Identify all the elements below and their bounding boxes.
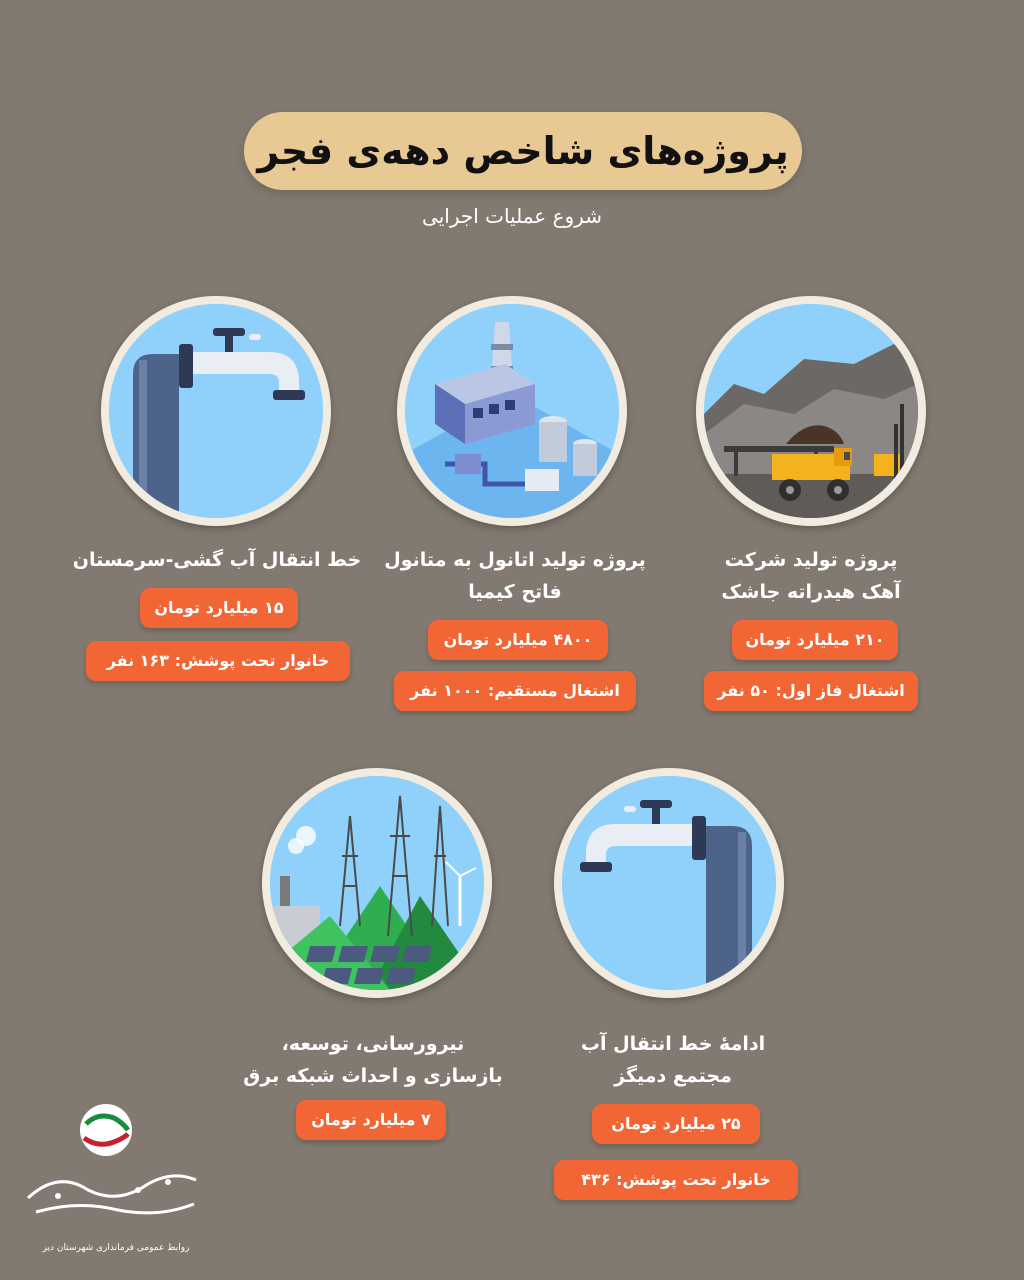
project-water-demigz-title <box>560 1028 786 1092</box>
mining-truck-icon <box>704 304 918 518</box>
project-power-grid-title-line1: نیرورسانی، توسعه، <box>281 1033 465 1055</box>
project-water-gashi-households-badge: خانوار تحت پوشش: ۱۶۳ نفر <box>86 641 350 681</box>
project-water-gashi-title: خط انتقال آب گشی-سرمستان <box>72 549 362 571</box>
project-power-grid-image <box>262 768 492 998</box>
footer-logo-area <box>18 1100 218 1260</box>
project-water-demigz-title-line1: ادامهٔ خط انتقال آب <box>580 1033 766 1055</box>
project-ethanol-image <box>397 296 627 526</box>
government-logo <box>18 1100 218 1250</box>
project-water-demigz-households-badge: خانوار تحت پوشش: ۴۳۶ <box>554 1160 798 1200</box>
footer-caption: روابط عمومی فرمانداری شهرستان دیر <box>42 1243 190 1253</box>
project-lime-budget-badge: ۲۱۰ میلیارد تومان <box>732 620 898 660</box>
project-power-grid-title-line2: بازسازی و احداث شبکه برق <box>243 1065 503 1087</box>
project-ethanol-jobs-badge: اشتغال مستقیم: ۱۰۰۰ نفر <box>394 671 636 711</box>
water-faucet-icon <box>562 776 776 990</box>
project-ethanol-title <box>380 544 650 608</box>
project-lime-title <box>706 544 916 608</box>
project-water-gashi-image <box>101 296 331 526</box>
project-water-gashi-budget-badge: ۱۵ میلیارد تومان <box>140 588 298 628</box>
project-water-demigz-image <box>554 768 784 998</box>
project-water-demigz-budget-badge: ۲۵ میلیارد تومان <box>592 1104 760 1144</box>
factory-icon <box>405 304 619 518</box>
project-ethanol-title-line1: پروژه تولید اتانول به متانول <box>384 549 646 571</box>
project-ethanol-title-line2: فاتح کیمیا <box>468 581 562 603</box>
project-power-grid-budget-badge: ۷ میلیارد تومان <box>296 1100 446 1140</box>
project-lime-title-line1: پروژه تولید شرکت <box>724 549 898 571</box>
page-subtitle: شروع عملیات اجرایی <box>422 204 602 228</box>
power-grid-icon <box>270 776 484 990</box>
project-lime-title-line2: آهک هیدراته جاشک <box>721 581 901 603</box>
project-ethanol-budget-badge: ۴۸۰۰ میلیارد تومان <box>428 620 608 660</box>
project-lime-jobs-badge: اشتغال فاز اول: ۵۰ نفر <box>704 671 918 711</box>
project-lime-image <box>696 296 926 526</box>
water-faucet-icon <box>109 304 323 518</box>
page-title: پروژه‌های شاخص دهه‌ی فجر <box>257 129 789 173</box>
title-banner <box>244 112 802 190</box>
project-water-demigz-title-line2: مجتمع دمیگز <box>614 1065 732 1087</box>
project-power-grid-title <box>232 1028 514 1092</box>
